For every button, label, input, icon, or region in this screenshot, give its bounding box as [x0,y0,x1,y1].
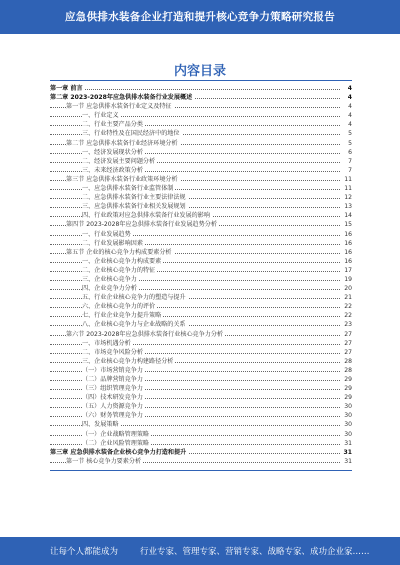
toc-bottom-divider [50,470,352,471]
toc-entry[interactable] [50,284,352,293]
toc-entry-title: 第五节 企业的核心竞争力构成要素分析 [66,248,172,256]
toc-top-divider [50,80,352,81]
toc-entry-title: 四、行业政策对应急供排水装备行业发展的影响 [82,212,210,220]
toc-entry[interactable] [50,248,352,257]
toc-entry[interactable] [50,257,352,266]
toc-entry-title: 第四节 2023-2028年应急供排水装备行业发展趋势分析 [66,221,217,229]
toc-page-number: 14 [344,212,352,220]
toc-page-number: 28 [344,357,352,365]
toc-entry[interactable] [50,320,352,329]
toc-entry-title: 三、企业核心竞争力构建路径分析 [82,357,174,365]
toc-page-number: 11 [344,185,352,193]
toc-page-number: 29 [344,385,352,393]
toc-entry-title: 第一节 核心竞争力要素分析 [66,457,142,465]
toc-entry[interactable] [50,457,352,466]
toc-entry[interactable] [50,230,352,239]
report-title: 应急供排水装备企业打造和提升核心竞争力策略研究报告 [65,11,335,23]
toc-entry[interactable] [50,302,352,311]
toc-entry[interactable] [50,375,352,384]
toc-entry-title: （三）组织管理竞争力 [82,385,143,393]
toc-entry[interactable] [50,266,352,275]
toc-entry[interactable] [50,430,352,439]
toc-entry[interactable] [50,311,352,320]
toc-page-number: 4 [347,85,352,92]
toc-entry[interactable] [50,129,352,138]
toc-entry[interactable] [50,293,352,302]
toc-page-number: 13 [344,203,352,211]
toc-page-number: 20 [344,285,352,293]
toc-entry[interactable] [50,239,352,248]
toc-entry-title: 七、行业企业竞争力提升策略 [82,312,162,320]
toc-page-number: 16 [344,257,352,265]
toc-page-number: 23 [344,321,352,329]
toc-page-number: 7 [348,166,352,174]
toc-entry[interactable] [50,439,352,448]
toc-entry[interactable] [50,330,352,339]
toc-entry-title: 一、行业发展趋势 [82,230,131,238]
toc-entry[interactable] [50,420,352,429]
toc-entry-title: 四、发展策略 [82,421,119,429]
toc-entry-title: 二、市场竞争风险分析 [82,348,143,356]
toc-entry-title: 二、经济发展主要问题分析 [82,157,156,165]
toc-entry-title: 第六节 2023-2028年应急供排水装备行业核心竞争力分析 [66,330,224,338]
toc-entry-title: （二）品牌营销竞争力 [82,376,143,383]
toc-entry[interactable] [50,366,352,375]
toc-entry-title: 三、企业核心竞争力 [82,275,137,283]
toc-entry-title: 三、行业特性及在国民经济中的地位 [82,130,180,138]
toc-entry-title: 一、行业定义 [82,112,119,120]
toc-entry[interactable] [50,166,352,175]
toc-page-number: 7 [348,157,352,165]
toc-leader-dots [50,89,340,90]
toc-page-number: 4 [348,121,352,129]
toc-entry-title: 一、市场机遇分析 [82,339,131,347]
toc-entry-title: 第一章 前言 [50,85,83,92]
toc-entry[interactable] [50,411,352,420]
toc-page-number: 30 [344,430,352,438]
toc-entry-title: 六、企业核心竞争力的评价 [82,303,156,311]
toc-entry-title: （六）财务管理竞争力 [82,412,143,420]
footer-band [0,537,400,565]
toc-entry[interactable] [50,202,352,211]
toc-entry-title: 第三章 应急供排水装备企业核心竞争力打造和提升 [50,448,187,456]
toc-entry-title: 八、企业核心竞争力与企业战略的关系 [82,321,186,329]
toc-entry[interactable] [50,357,352,366]
toc-entry-title: 一、应急供排水装备行业监管体制 [82,185,174,193]
toc-entry-title: 三、应急供排水装备行业相关发展规划 [82,203,186,211]
toc-entry-title: （五）人力资源竞争力 [82,403,143,411]
toc-entry[interactable] [50,384,352,393]
toc-page-number: 29 [344,376,352,383]
toc-entry-title: 第二章 2023-2028年应急供排水装备行业发展概述 [50,94,193,102]
toc-entry-title: 一、经济发展现状分析 [82,148,143,156]
toc-entry[interactable] [50,157,352,166]
toc-page-number: 31 [344,457,352,465]
footer-slogan: 让每个人都能成为 [50,547,119,557]
toc-page-number: 21 [344,294,352,302]
toc-page-number: 22 [344,312,352,320]
toc-entry-title: 一、企业核心竞争力构成要素 [82,257,162,265]
toc-entry[interactable] [50,211,352,220]
toc-page-number: 4 [348,112,352,120]
toc-entry-title: （四）技术研发竞争力 [82,394,143,402]
toc-page-number: 27 [344,339,352,347]
toc-page-number: 6 [348,148,352,156]
toc-page-number: 30 [344,403,352,411]
toc-page-number: 16 [344,248,352,256]
toc-entry-title: 三、未来经济政策分析 [82,166,143,174]
toc-entry[interactable] [50,402,352,411]
toc-page-number: 11 [344,175,352,183]
toc-entry-title: 第三节 应急供排水装备行业政策环境分析 [66,175,178,183]
toc-entry-title: 第一节 应急供排水装备行业定义及特征 [66,103,172,111]
footer-roles: 行业专家、管理专家、营销专家、战略专家、成功企业家…… [140,547,370,557]
toc-page-number: 17 [344,266,352,274]
toc-entry[interactable] [50,120,352,129]
toc-page-number: 28 [344,366,352,374]
toc-page-number: 12 [344,194,352,202]
toc-entry-title: （二）企业风险管理策略 [82,439,150,447]
toc-page-number: 22 [344,303,352,311]
toc-page-number: 31 [344,439,352,447]
toc-entry[interactable] [50,175,352,184]
toc-page-number: 27 [344,330,352,338]
toc-heading: 内容目录 [173,64,226,79]
toc-entry-title: 二、应急供排水装备行业主要法律法规 [82,194,186,202]
toc-entry[interactable] [50,93,352,102]
toc-entry[interactable] [50,393,352,402]
toc-page-number: 30 [344,412,352,420]
toc-entry[interactable] [50,448,352,457]
toc-entry[interactable] [50,220,352,229]
toc-entry-title: 第二节 应急供排水装备行业经济环境分析 [66,139,178,147]
toc-page-number: 29 [344,394,352,402]
toc-page-number: 16 [344,239,352,247]
toc-entry[interactable] [50,193,352,202]
toc-page-number: 15 [344,221,352,229]
toc-entry-title: 二、企业核心竞争力的特征 [82,266,156,274]
toc-page-number: 4 [348,103,352,111]
toc-entry[interactable] [50,148,352,157]
toc-entry[interactable] [50,84,352,93]
toc-entry-title: 四、企业竞争力分析 [82,285,137,293]
toc-page-number: 5 [348,139,352,147]
toc-entry-title: 二、行业主要产品分类 [82,121,143,129]
toc-entry-title: （一）企业战略管理策略 [82,430,150,438]
toc-entry-title: 二、行业发展影响因素 [82,239,143,247]
toc-page-number: 19 [344,275,352,283]
toc-entry[interactable] [50,102,352,111]
toc-entry[interactable] [50,348,352,357]
toc-entry[interactable] [50,275,352,284]
toc-entry-title: （一）市场营销竞争力 [82,366,143,374]
report-header-band [0,0,400,34]
toc-entry[interactable] [50,139,352,148]
toc-page-number: 16 [344,230,352,238]
toc-page-number: 30 [344,421,352,429]
toc-entry-title: 五、行业企业核心竞争力的塑造与提升 [82,294,186,302]
toc-page-number: 4 [347,94,352,102]
table-of-contents [50,84,352,466]
toc-page-number: 31 [343,448,352,456]
toc-page-number: 27 [344,348,352,356]
toc-entry[interactable] [50,339,352,348]
toc-page-number: 5 [348,130,352,138]
toc-entry[interactable] [50,184,352,193]
toc-entry[interactable] [50,111,352,120]
